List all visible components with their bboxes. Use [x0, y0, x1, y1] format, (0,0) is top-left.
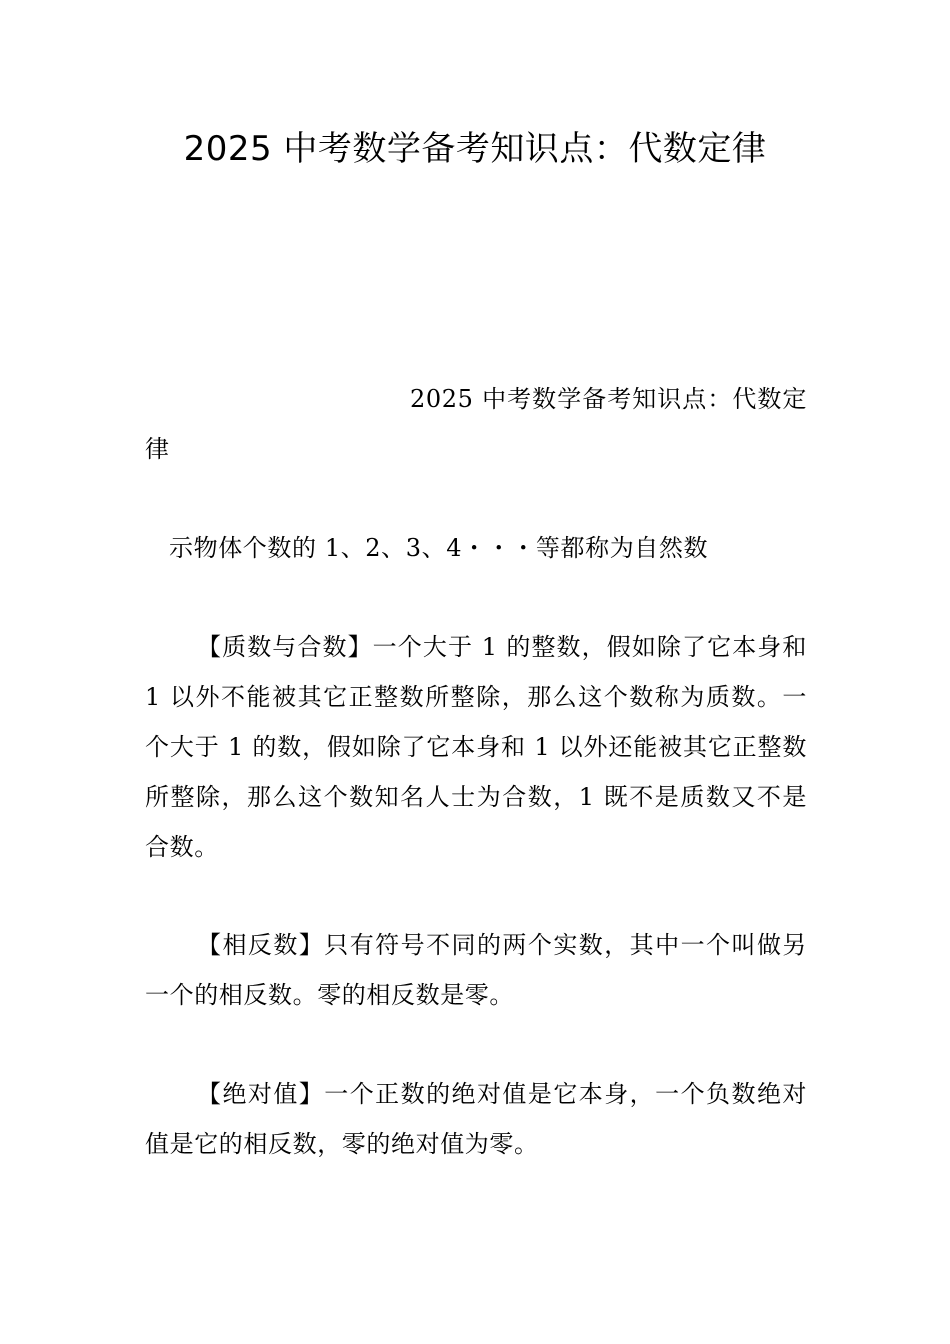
- paragraph-opposite-numbers: 【相反数】只有符号不同的两个实数，其中一个叫做另一个的相反数。零的相反数是零。: [145, 931, 807, 1009]
- document-subtitle: 2025 中考数学备考知识点：代数定律: [145, 385, 807, 463]
- paragraph-absolute-value: 【绝对值】一个正数的绝对值是它本身，一个负数绝对值是它的相反数，零的绝对值为零。: [145, 1080, 807, 1158]
- paragraph-prime-composite: 【质数与合数】一个大于 1 的整数，假如除了它本身和 1 以外不能被其它正整数所整除，那么这个数称为质数。一个大于 1 的数，假如除了它本身和 1 以外还能被其它正整数所整除，那么这个数知名人士为合数，1 既不是质数又不是合数。: [145, 633, 807, 861]
- paragraph-natural-numbers: 示物体个数的 1、2、3、4・・・等都称为自然数: [169, 534, 709, 562]
- document-title: 2025 中考数学备考知识点：代数定律: [183, 129, 767, 169]
